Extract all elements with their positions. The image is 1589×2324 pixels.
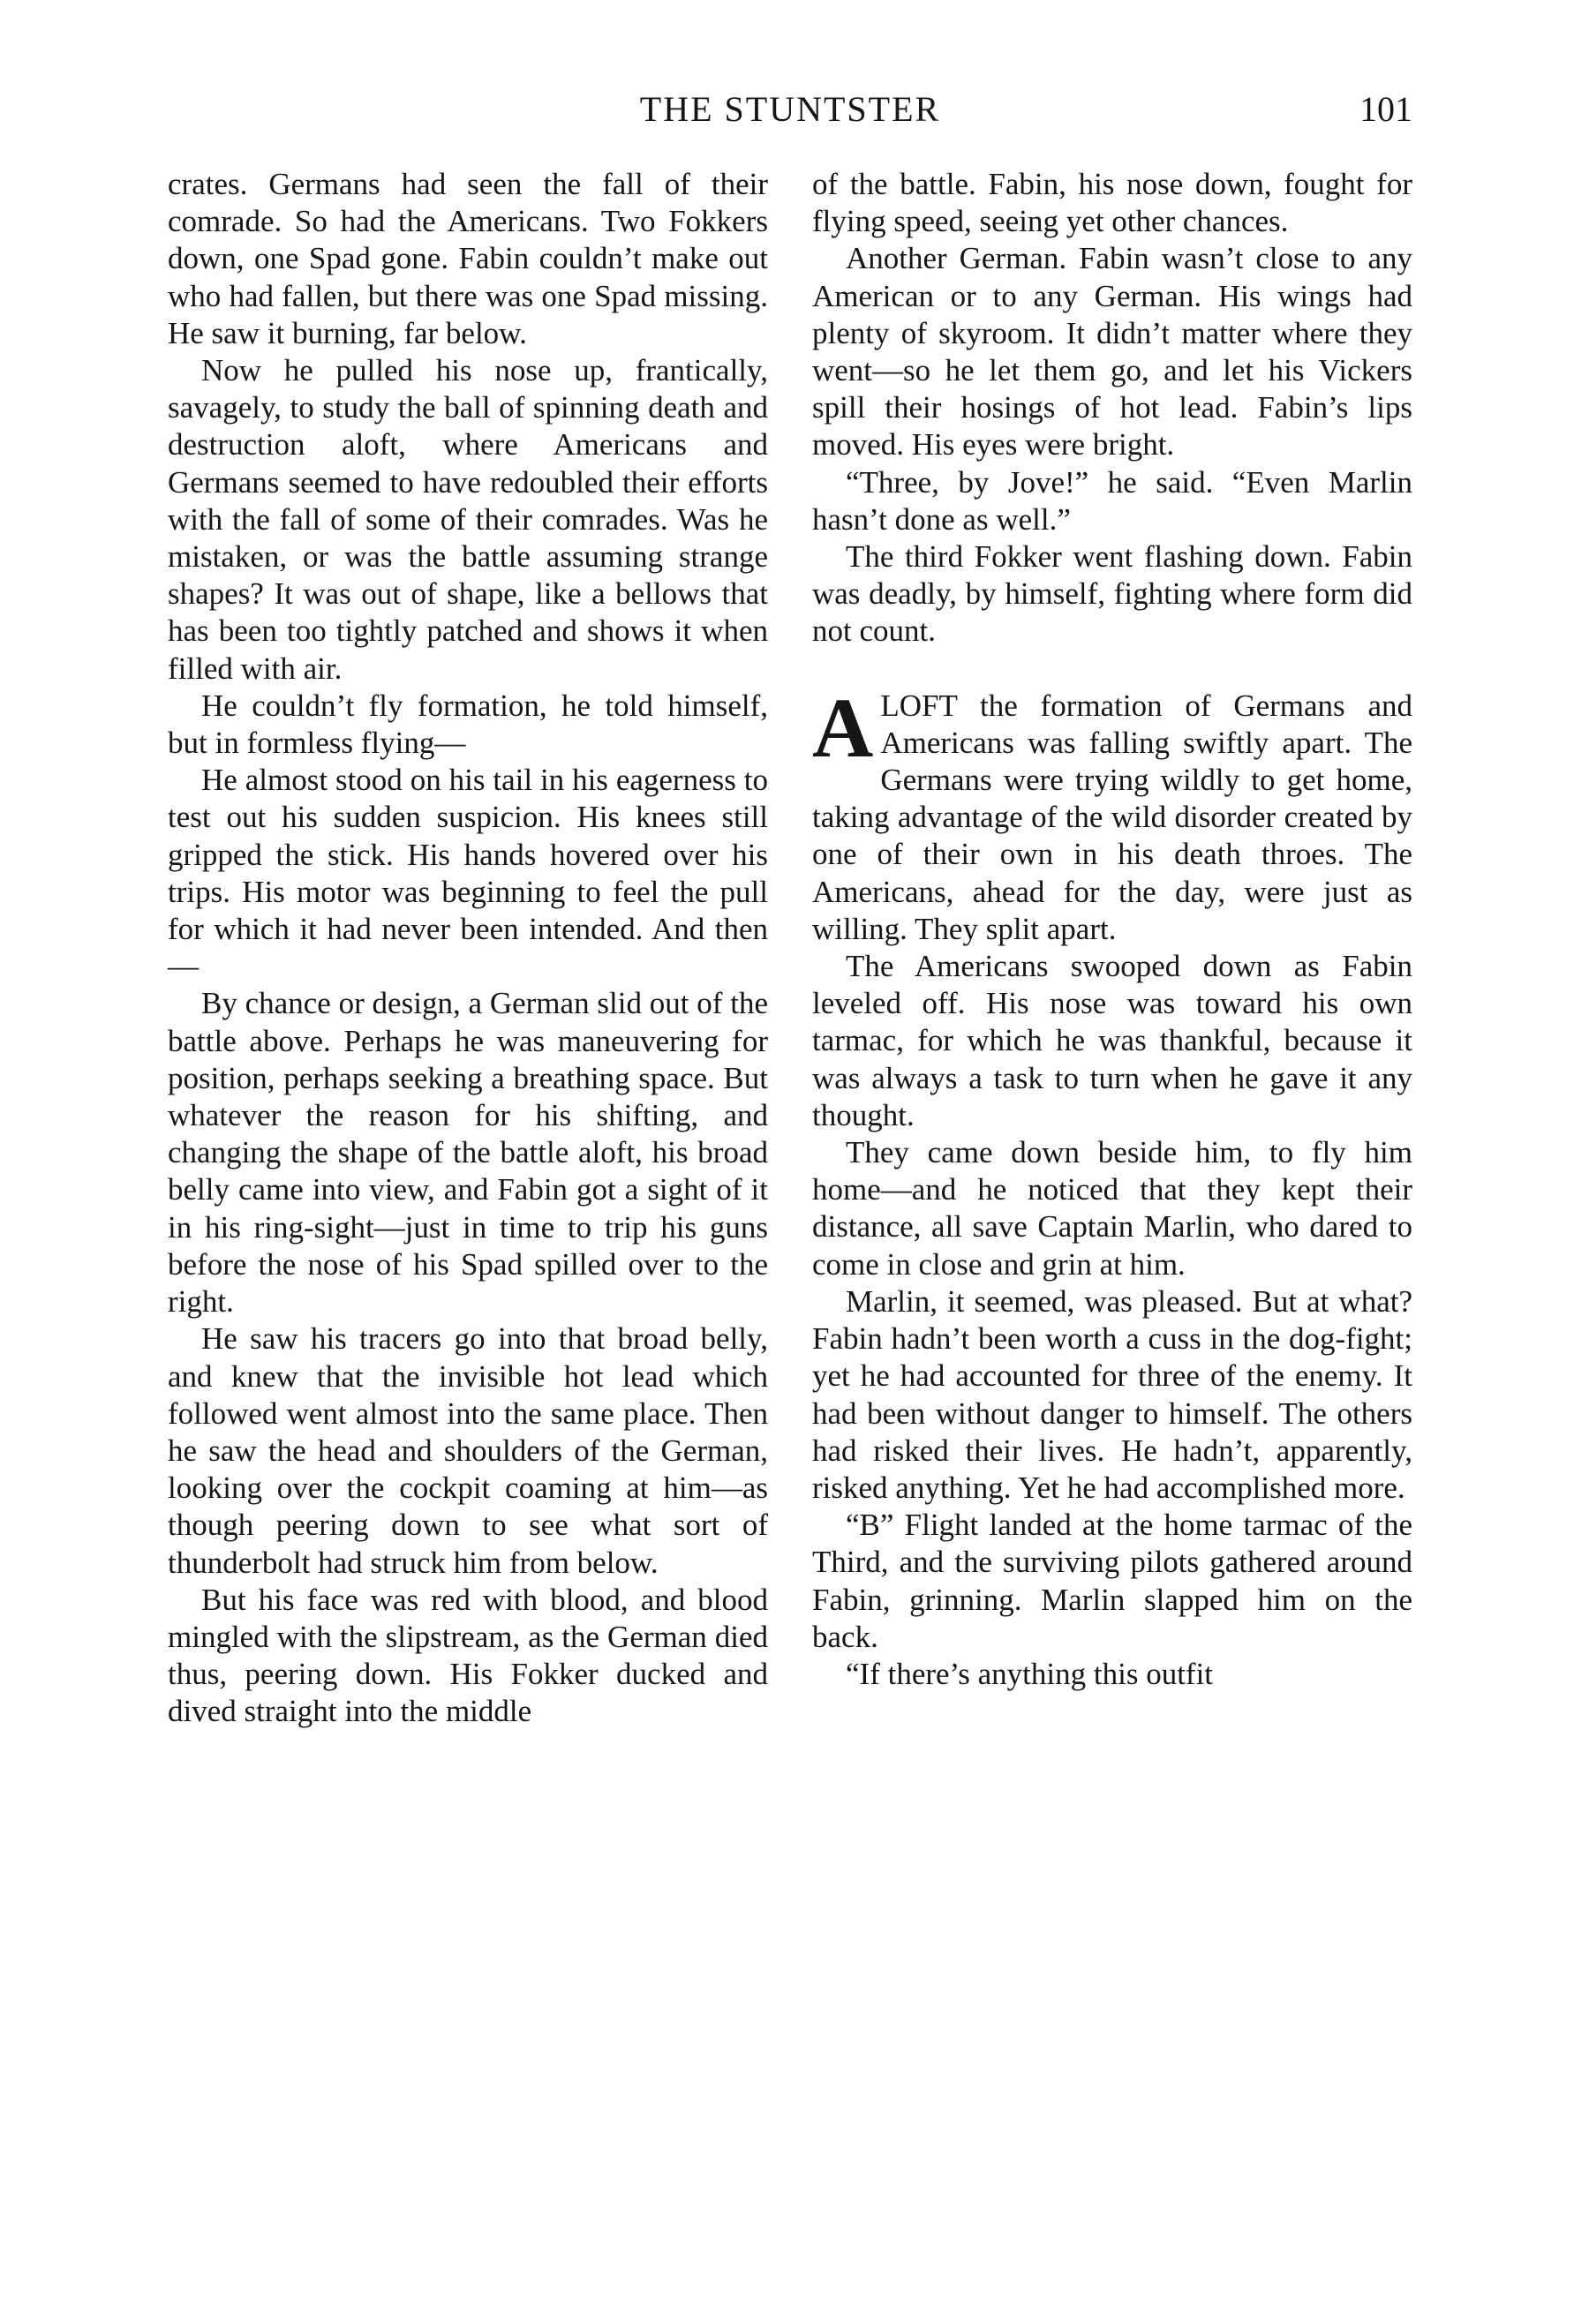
paragraph: “Three, by Jove!” he said. “Even Marlin hasn’t done as well.” — [812, 464, 1412, 537]
running-title: THE STUNTSTER — [639, 89, 941, 129]
paragraph: Another German. Fabin wasn’t close to any American or to any German. His wings had plenty of skyroom. It didn’t matter where they went—so he let them go, and let his Vickers spill their hosings of hot lead. Fabin’s lips moved. His eyes were bright. — [812, 241, 1412, 463]
right-column — [812, 166, 1412, 1693]
paragraph: By chance or design, a German slid out of the battle above. Perhaps he was maneuvering for position, perhaps seeking a breathing space. But whatever the reason for his shifting, and changing the shape of the battle aloft, his broad belly came into view, and Fabin got a sight of it in his ring-sight—just in time to trip his guns before the nose of his Spad spilled over to the right. — [168, 986, 768, 1320]
paragraph: of the battle. Fabin, his nose down, fought for flying speed, seeing yet other chances. — [812, 167, 1412, 239]
paragraph: The third Fokker went flashing down. Fabin was deadly, by himself, fighting where form did not count. — [812, 539, 1412, 649]
section-opening-paragraph — [812, 680, 1412, 948]
page-header — [168, 81, 1412, 134]
paragraph: He almost stood on his tail in his eagerness to test out his sudden suspicion. His knees still gripped the stick. His hands hovered over his trips. His motor was beginning to feel the pull for which it had never been intended. And then— — [168, 763, 768, 984]
page-number: 101 — [1359, 89, 1412, 129]
paragraph: Now he pulled his nose up, frantically, savagely, to study the ball of spinning death and destruction aloft, where Americans and Germans seemed to have redoubled their efforts with the fall of some of their comrades. Was he mistaken, or was the battle assuming strange shapes? It was out of shape, like a bellows that has been too tightly patched and shows it when filled with air. — [168, 353, 768, 686]
paragraph: But his face was red with blood, and blood mingled with the slipstream, as the German died thus, peering down. His Fokker ducked and dived straight into the middle — [168, 1582, 768, 1729]
paragraph: He saw his tracers go into that broad belly, and knew that the invisible hot lead which followed went almost into the same place. Then he saw the head and shoulders of the German, looking over the cockpit coaming at him—as though peering down to see what sort of thunderbolt had struck him from below. — [168, 1321, 768, 1580]
paragraph: “If there’s anything this outfit — [846, 1656, 1214, 1691]
paragraph: “B” Flight landed at the home tarmac of the Third, and the surviving pilots gathered around Fabin, grinning. Marlin slapped him on the back. — [812, 1508, 1412, 1654]
section-opening-text: LOFT the formation of Germans and Americans was falling swiftly apart. The Germans were trying wildly to get home, taking advantage of the wild disorder created by one of their own in his death throes. The Americans, ahead for the day, were just as willing. They split apart. — [812, 688, 1412, 946]
left-column — [168, 166, 768, 1731]
drop-cap: A — [812, 680, 874, 775]
paragraph: He couldn’t fly formation, he told himself, but in formless flying— — [168, 688, 768, 761]
paragraph: crates. Germans had seen the fall of their comrade. So had the Americans. Two Fokkers down, one Spad gone. Fabin couldn’t make out who had fallen, but there was one Spad missing. He saw it burning, far below. — [168, 167, 768, 350]
paragraph: The Americans swooped down as Fabin leveled off. His nose was toward his own tarmac, for which he was thankful, because it was always a task to turn when he gave it any thought. — [812, 949, 1412, 1132]
paragraph: Marlin, it seemed, was pleased. But at what? Fabin hadn’t been worth a cuss in the dog-fight; yet he had accounted for three of the enemy. It had been without danger to himself. The others had risked their lives. He hadn’t, apparently, risked anything. Yet he had accomplished more. — [812, 1283, 1412, 1505]
section-break — [812, 651, 1412, 688]
paragraph: They came down beside him, to fly him home—and he noticed that they kept their distance, all save Captain Marlin, who dared to come in close and grin at him. — [812, 1135, 1412, 1282]
